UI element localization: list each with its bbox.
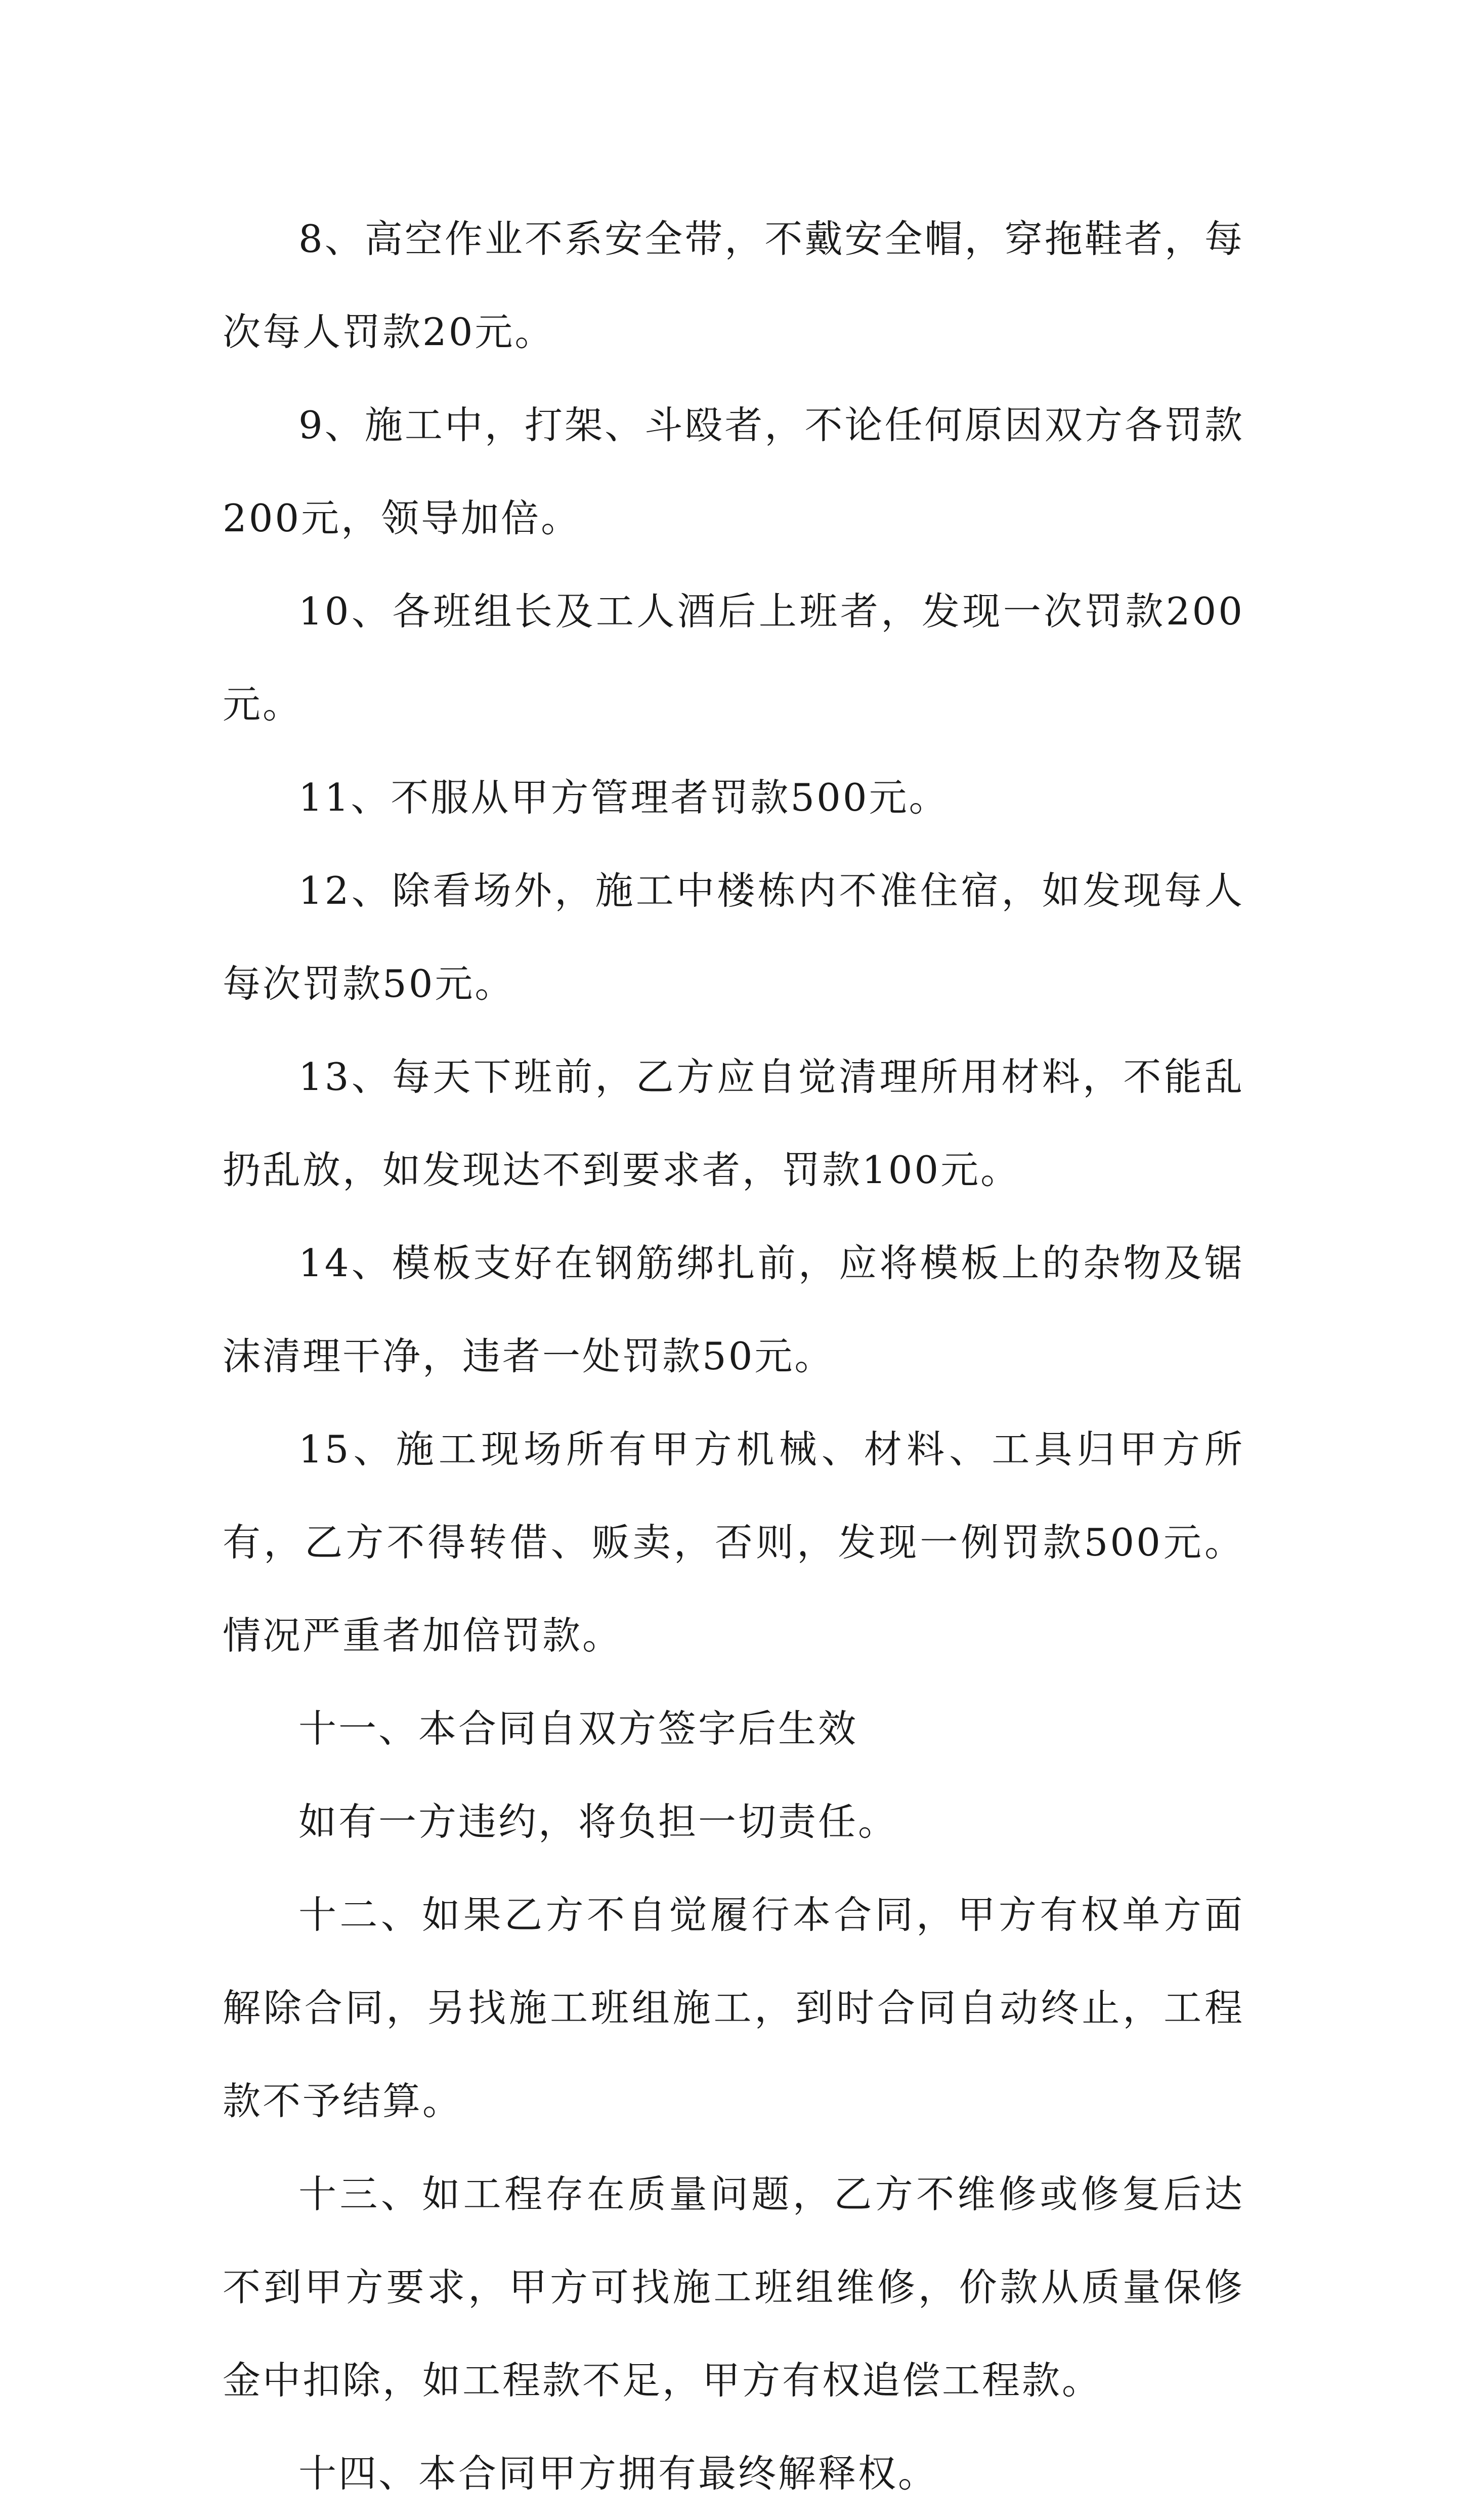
section-14: 十四、本合同甲方拥有最终解释权。 bbox=[298, 2451, 938, 2496]
clause-13: 13、每天下班前，乙方应自觉清理所用材料，不能乱扔乱放，如发现达不到要求者，罚款100元。 bbox=[223, 1055, 1244, 1192]
contract-body bbox=[223, 192, 1244, 2520]
clause-10: 10、各班组长及工人酒后上班者，发现一次罚款200元。 bbox=[223, 589, 1244, 727]
section-11-text: 如有一方违约，将负担一切责任。 bbox=[298, 1799, 898, 1844]
clause-11: 11、不服从甲方管理者罚款500元。 bbox=[298, 775, 949, 820]
clause-8: 8、高空作业不系安全带，不戴安全帽，穿拖鞋者，每次每人罚款20元。 bbox=[223, 217, 1244, 354]
clause-12: 12、除看场外，施工中楼栋内不准住宿，如发现每人每次罚款50元。 bbox=[223, 868, 1244, 1006]
clause-15: 15、施工现场所有甲方机械、材料、工具归甲方所有，乙方不得转借、贩卖，否则，发现一例罚款500元。情况严重者加倍罚款。 bbox=[223, 1427, 1244, 1658]
section-13: 十三、如工程存在质量问题，乙方不维修或修复后达不到甲方要求，甲方可找施工班组维修，价款从质量保修金中扣除，如工程款不足，甲方有权追偿工程款。 bbox=[223, 2172, 1244, 2403]
clause-9: 9、施工中，打架、斗殴者，不论任何原因双方各罚款200元，领导加倍。 bbox=[223, 403, 1244, 540]
clause-14: 14、模板支好在钢筋绑扎前，应将模板上的杂物及锯沫清理干净，违者一处罚款50元。 bbox=[223, 1241, 1244, 1378]
section-11-heading: 十一、本合同自双方签字后生效 bbox=[298, 1706, 858, 1751]
section-12: 十二、如果乙方不自觉履行本合同，甲方有权单方面解除合同，另找施工班组施工，到时合同自动终止，工程款不予结算。 bbox=[223, 1893, 1244, 2123]
